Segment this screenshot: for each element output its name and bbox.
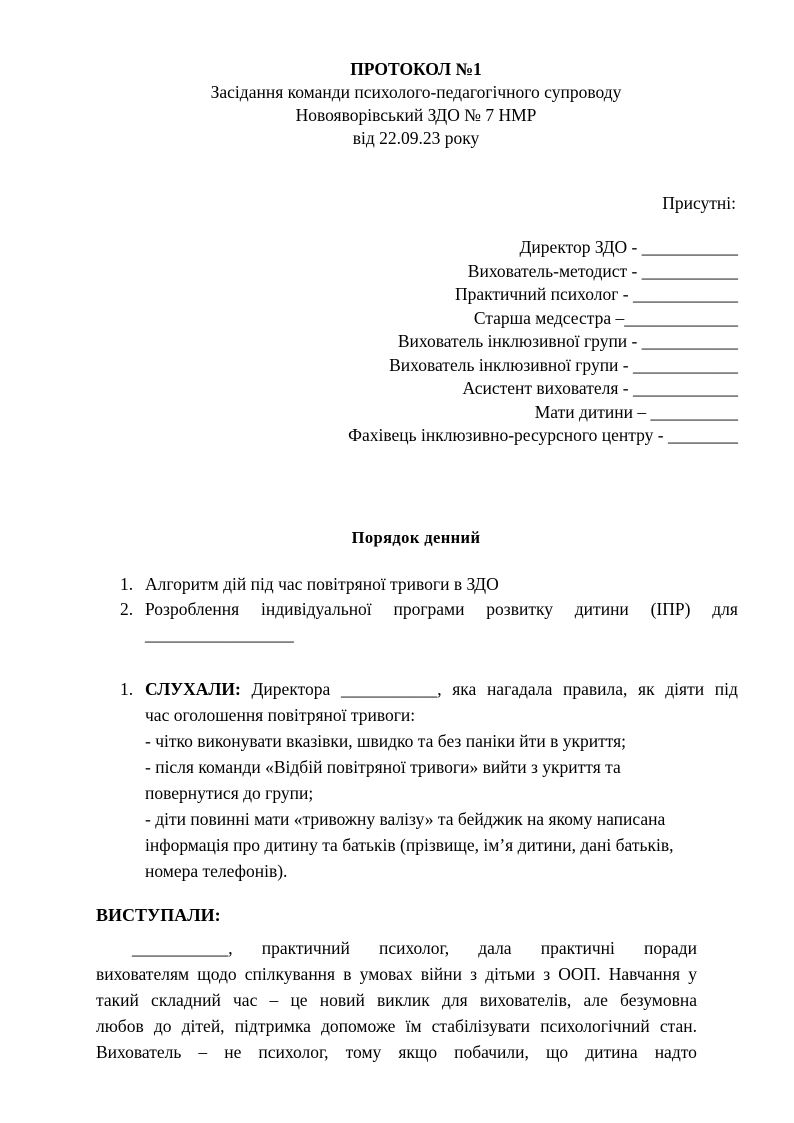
word: для [441, 990, 468, 1010]
listened-number: 1. [120, 679, 134, 699]
listened-line: - діти повинні мати «тривожну валізу» та бейджик на якому написана [145, 809, 666, 829]
word: психолог, [258, 1042, 329, 1062]
word: практичні [540, 938, 615, 958]
word: нагадала [486, 679, 553, 699]
word: спілкування [244, 964, 336, 984]
spoke-paragraph [96, 935, 697, 1065]
attendee-psychologist: Практичний психолог - ____________ [454, 284, 738, 304]
word: це [290, 990, 308, 1010]
word: новий [319, 990, 365, 1010]
word: Розроблення [145, 599, 240, 619]
word: Навчання [608, 964, 681, 984]
attendees-list [348, 236, 738, 448]
listened-line: номера телефонів). [145, 861, 288, 881]
word: умовах [359, 964, 413, 984]
word: ООП. [558, 964, 601, 984]
agenda-item-number: 2. [120, 599, 134, 619]
word: практичний [261, 938, 350, 958]
agenda-item [120, 597, 738, 647]
spoke-line [96, 961, 697, 987]
word: ___________, [340, 679, 442, 699]
word: – [198, 1042, 208, 1062]
word: щодо [197, 964, 237, 984]
institution-name: Новояворівський ЗДО № 7 НМР [295, 105, 537, 125]
word: – [269, 990, 279, 1010]
attendee-assistant: Асистент вихователя - ____________ [462, 378, 738, 398]
listened-line: - чітко виконувати вказівки, швидко та без паніки йти в укриття; [145, 731, 627, 751]
word: з [543, 964, 551, 984]
word: допоможе [321, 1016, 396, 1036]
attendee-methodist: Вихователь-методист - ___________ [467, 260, 738, 281]
word: індивідуальної [261, 599, 372, 619]
listened-section [120, 676, 738, 884]
listened-first-line [145, 676, 738, 702]
listened-body [120, 676, 738, 884]
present-heading: Присутні: [662, 193, 736, 213]
word: війни [420, 964, 462, 984]
agenda-item-blank: _________________ [145, 624, 294, 644]
spoke-line [96, 987, 697, 1013]
attendee-director: Директор ЗДО - ___________ [519, 237, 738, 257]
protocol-subtitle: Засідання команди психолого-педагогічного супроводу [210, 82, 622, 102]
word: дітьми [485, 964, 536, 984]
attendee-inclusive-teacher-2: Вихователь інклюзивної групи - ____________ [389, 354, 738, 375]
spoke-line [96, 935, 697, 961]
agenda-item-text [145, 597, 738, 622]
word: складний [151, 990, 221, 1010]
attendee-mother: Мати дитини – __________ [534, 401, 738, 422]
word: поради [644, 938, 697, 958]
word: підтримка [234, 1016, 311, 1036]
protocol-title: ПРОТОКОЛ №1 [350, 59, 482, 79]
word: дитини [574, 599, 629, 619]
spoke-line [96, 1013, 697, 1039]
word: вихователів, [479, 990, 572, 1010]
attendee-irc-specialist: Фахівець інклюзивно-ресурсного центру - ________ [348, 425, 738, 445]
word: діяти [665, 679, 705, 699]
agenda-item-number: 1. [120, 574, 134, 594]
word: стабілізувати [431, 1016, 531, 1036]
word: надто [654, 1042, 697, 1062]
word: час [233, 990, 258, 1010]
agenda-item-text: Алгоритм дій під час повітряної тривоги в ЗДО [145, 574, 499, 594]
agenda-list [120, 572, 738, 647]
word: вихователям [96, 964, 190, 984]
listened-line: інформація про дитину та батьків (прізвище, ім’я дитини, дані батьків, [145, 835, 674, 855]
word: їм [405, 1016, 422, 1036]
word: ___________, [132, 938, 233, 958]
word: виклик [377, 990, 430, 1010]
listened-line: - після команди «Відбій повітряної тривоги» вийти з укриття та [145, 757, 621, 777]
listened-line: час оголошення повітряної тривоги: [145, 705, 416, 725]
word: Вихователь [96, 1042, 182, 1062]
word: стан. [659, 1016, 697, 1036]
attendee-inclusive-teacher-1: Вихователь інклюзивної групи - ___________ [397, 331, 738, 351]
word: психологічний [540, 1016, 650, 1036]
listened-line: повернутися до групи; [145, 783, 314, 803]
word: що [545, 1042, 569, 1062]
word: дала [478, 938, 512, 958]
agenda-item [120, 572, 738, 597]
word: любов [96, 1016, 144, 1036]
protocol-date: від 22.09.23 року [352, 128, 480, 148]
word: до [153, 1016, 172, 1036]
word: але [583, 990, 608, 1010]
word: безумовна [620, 990, 697, 1010]
word: у [688, 964, 697, 984]
word: такий [96, 990, 139, 1010]
word: дитина [585, 1042, 638, 1062]
word: яка [452, 679, 477, 699]
attendee-nurse: Старша медсестра –_____________ [473, 307, 738, 328]
word: тому [345, 1042, 382, 1062]
word: якщо [398, 1042, 438, 1062]
word: дітей, [181, 1016, 225, 1036]
word: (ІПР) [650, 599, 691, 619]
document-header [0, 58, 794, 150]
word: в [343, 964, 352, 984]
word: програми [393, 599, 465, 619]
word: для [712, 599, 738, 619]
word: побачили, [454, 1042, 529, 1062]
word: правила, [563, 679, 628, 699]
word: психолог, [378, 938, 450, 958]
spoke-line [96, 1039, 697, 1065]
listened-label: СЛУХАЛИ: [145, 679, 241, 699]
agenda-heading: Порядок денний [351, 528, 481, 547]
word: з [470, 964, 478, 984]
spoke-heading: ВИСТУПАЛИ: [96, 905, 221, 925]
word: розвитку [486, 599, 553, 619]
word: не [224, 1042, 242, 1062]
word: під [714, 679, 738, 699]
word: як [638, 679, 655, 699]
word: Директора [251, 679, 331, 699]
